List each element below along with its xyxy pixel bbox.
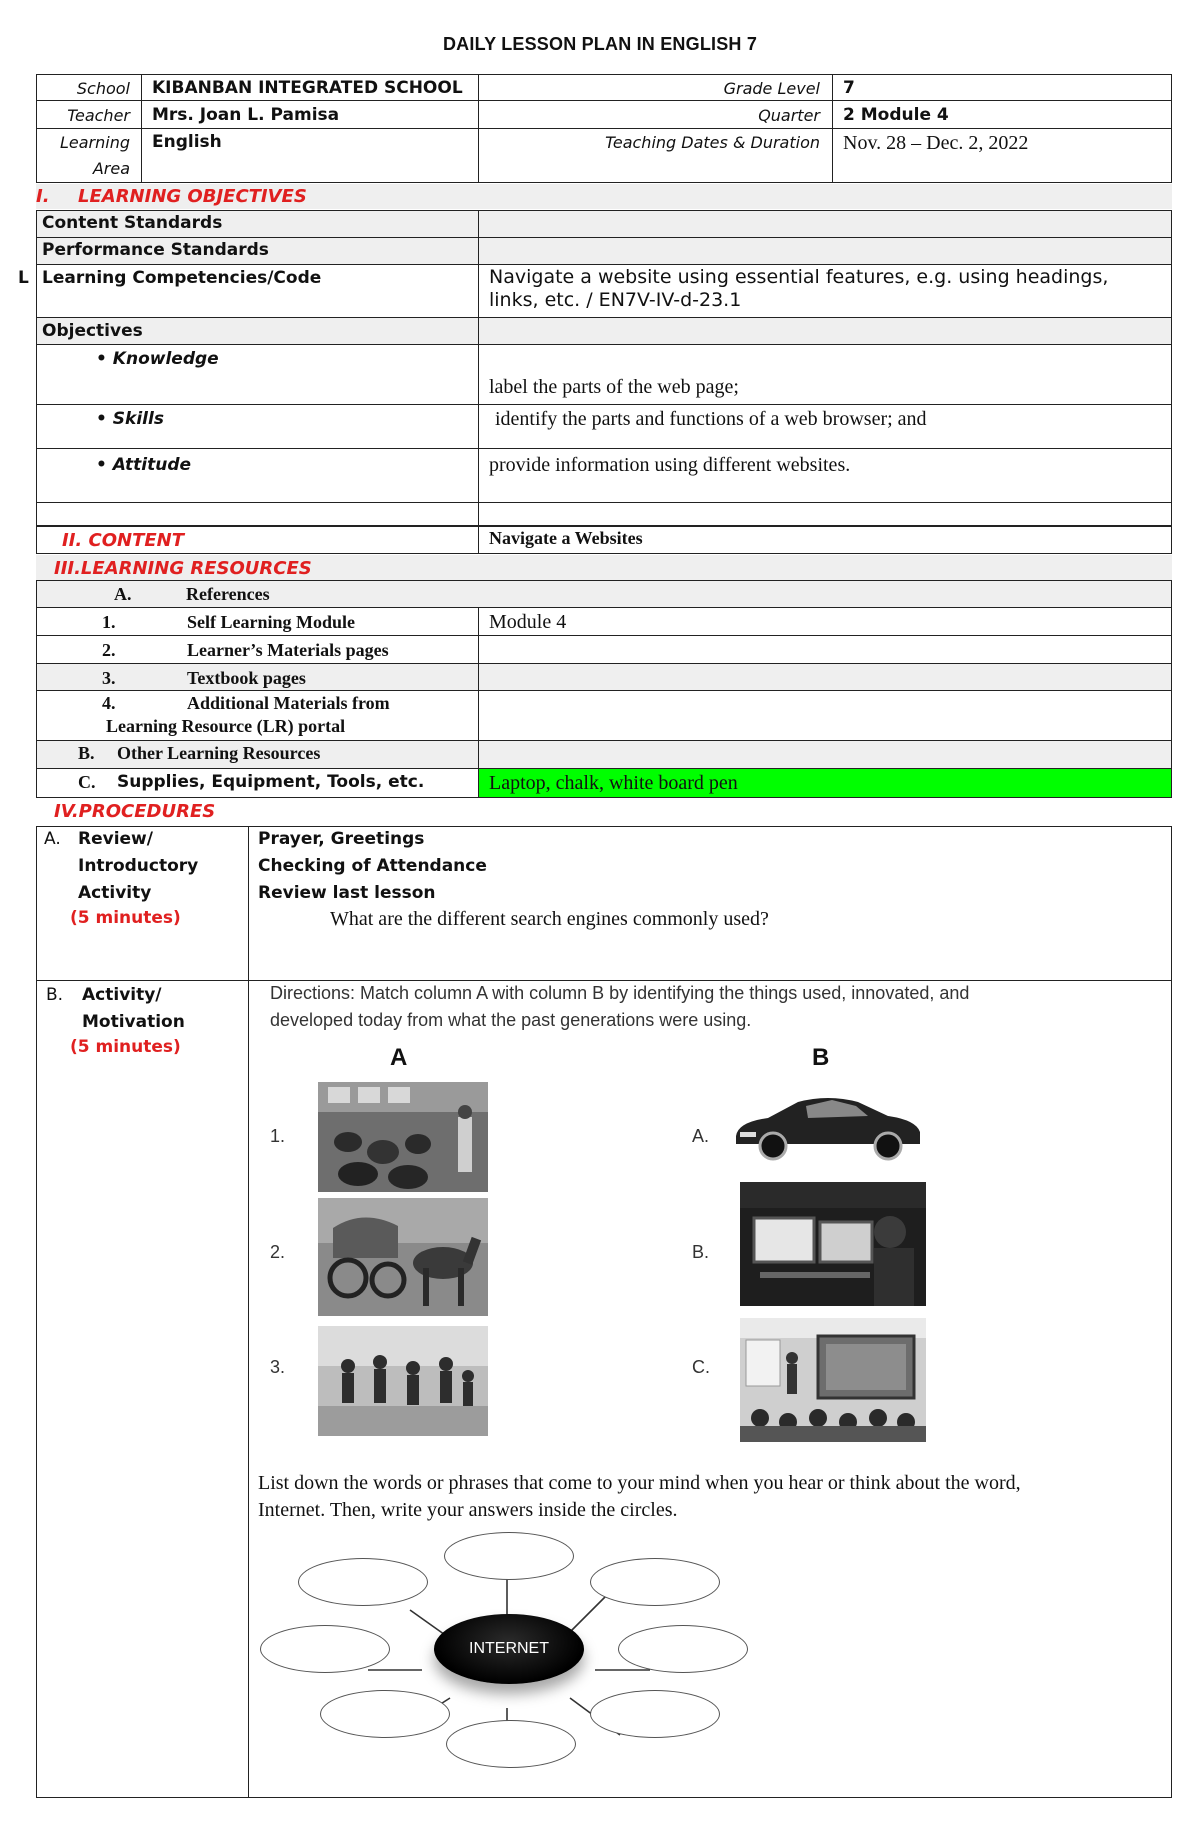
other-resources-letter: B. — [78, 743, 95, 763]
other-resources-label: Other Learning Resources — [117, 743, 321, 763]
teaching-dates-value: Nov. 28 – Dec. 2, 2022 — [843, 132, 1029, 154]
skills-label: • Skills — [96, 409, 164, 429]
side-mark: L — [18, 268, 29, 288]
skills-value: identify the parts and functions of a web browser; and — [495, 408, 927, 430]
classroom-photo — [318, 1082, 488, 1192]
quarter-label: Quarter — [758, 106, 820, 125]
grade-level-value: 7 — [843, 78, 855, 98]
procedure-a-label-line1: Review/ — [78, 829, 153, 849]
resources-heading: III.LEARNING RESOURCES — [54, 558, 312, 579]
learning-area-label-line1: Learning — [59, 133, 130, 152]
item-a-1-number: 1. — [270, 1126, 286, 1146]
supplies-label: Supplies, Equipment, Tools, etc. — [117, 772, 425, 792]
learning-area-label-line2: Area — [92, 159, 130, 178]
word-web-answer-circle[interactable] — [298, 1558, 428, 1606]
matching-directions: Directions: Match column A with column B by identifying the things used, innovated, and developed today from what the past generations were using. — [270, 983, 970, 1030]
objectives-label: Objectives — [42, 321, 143, 341]
column-b-heading: B — [812, 1044, 830, 1071]
supplies-letter: C. — [78, 772, 96, 792]
knowledge-value: label the parts of the web page; — [489, 376, 739, 398]
word-web-answer-circle[interactable] — [590, 1558, 720, 1606]
attitude-value: provide information using different websites. — [489, 454, 851, 476]
item-a-3-number: 3. — [270, 1357, 286, 1377]
competencies-label: Learning Competencies/Code — [42, 268, 322, 288]
item-b-a-letter: A. — [692, 1126, 710, 1146]
resource-3-number: 3. — [102, 668, 116, 688]
prayer-greetings: Prayer, Greetings — [258, 829, 425, 849]
checking-attendance: Checking of Attendance — [258, 856, 487, 876]
objectives-heading: LEARNING OBJECTIVES — [78, 186, 307, 207]
resource-1-value: Module 4 — [489, 611, 567, 633]
procedure-b-time: (5 minutes) — [70, 1037, 181, 1057]
word-web-answer-circle[interactable] — [618, 1625, 748, 1673]
item-b-b-letter: B. — [692, 1242, 710, 1262]
references-letter: A. — [114, 584, 132, 604]
teaching-dates-label: Teaching Dates & Duration — [605, 133, 820, 152]
word-web-answer-circle[interactable] — [444, 1532, 574, 1580]
car-image — [728, 1088, 928, 1168]
grade-level-label: Grade Level — [723, 79, 820, 98]
content-value: Navigate a Websites — [489, 528, 643, 548]
competencies-value: Navigate a website using essential features, e.g. using headings, links, etc. / EN7V-IV-d-23.1 — [489, 266, 1109, 311]
word-web-answer-circle[interactable] — [446, 1720, 576, 1768]
quarter-value: 2 Module 4 — [843, 105, 949, 125]
teacher-name: Mrs. Joan L. Pamisa — [152, 105, 340, 125]
word-web-answer-circle[interactable] — [320, 1690, 450, 1738]
document-title: DAILY LESSON PLAN IN ENGLISH 7 — [442, 34, 758, 54]
content-standards-label: Content Standards — [42, 213, 223, 233]
procedure-b-label-line1: Activity/ — [82, 985, 162, 1005]
item-a-2-number: 2. — [270, 1242, 286, 1262]
content-heading: II. CONTENT — [62, 530, 184, 551]
school-label: School — [76, 79, 130, 98]
objectives-numeral: I. — [36, 186, 50, 207]
resource-3-label: Textbook pages — [187, 668, 306, 688]
smart-classroom-photo — [740, 1318, 926, 1442]
review-last-lesson: Review last lesson — [258, 883, 436, 903]
resource-2-label: Learner’s Materials pages — [187, 640, 389, 660]
procedures-heading: IV.PROCEDURES — [54, 801, 216, 822]
children-running-photo — [318, 1326, 488, 1436]
item-b-c-letter: C. — [692, 1357, 710, 1377]
resource-4-label-line1: Additional Materials from — [187, 693, 390, 713]
resource-4-label-line2: Learning Resource (LR) portal — [106, 716, 346, 736]
word-web-answer-circle[interactable] — [590, 1690, 720, 1738]
resource-1-label: Self Learning Module — [187, 612, 356, 632]
review-question: What are the different search engines commonly used? — [330, 908, 769, 930]
word-web-center-label: INTERNET — [469, 1640, 549, 1657]
computer-gamer-photo — [740, 1182, 926, 1306]
procedure-b-letter: B. — [46, 985, 64, 1005]
word-web-answer-circle[interactable] — [260, 1625, 390, 1673]
school-name: KIBANBAN INTEGRATED SCHOOL — [152, 78, 463, 98]
knowledge-label: • Knowledge — [96, 349, 219, 369]
column-a-heading: A — [390, 1044, 408, 1071]
horse-carriage-photo — [318, 1198, 488, 1316]
procedure-a-label-line2: Introductory — [78, 856, 199, 876]
resource-4-number: 4. — [102, 693, 116, 713]
attitude-label: • Attitude — [96, 455, 192, 475]
resource-1-number: 1. — [102, 612, 116, 632]
procedure-a-time: (5 minutes) — [70, 908, 181, 928]
supplies-value: Laptop, chalk, white board pen — [489, 772, 738, 794]
resource-2-number: 2. — [102, 640, 116, 660]
teacher-label: Teacher — [67, 106, 130, 125]
performance-standards-label: Performance Standards — [42, 240, 269, 260]
list-instruction: List down the words or phrases that come to your mind when you hear or think about the word, Internet. Then, write your answers inside the circles. — [258, 1472, 1021, 1521]
learning-area-value: English — [152, 132, 222, 152]
procedure-a-label-line3: Activity — [78, 883, 152, 903]
references-label: References — [186, 584, 270, 604]
word-web-center — [434, 1614, 584, 1684]
procedure-b-label-line2: Motivation — [82, 1012, 185, 1032]
procedure-a-letter: A. — [44, 829, 61, 849]
